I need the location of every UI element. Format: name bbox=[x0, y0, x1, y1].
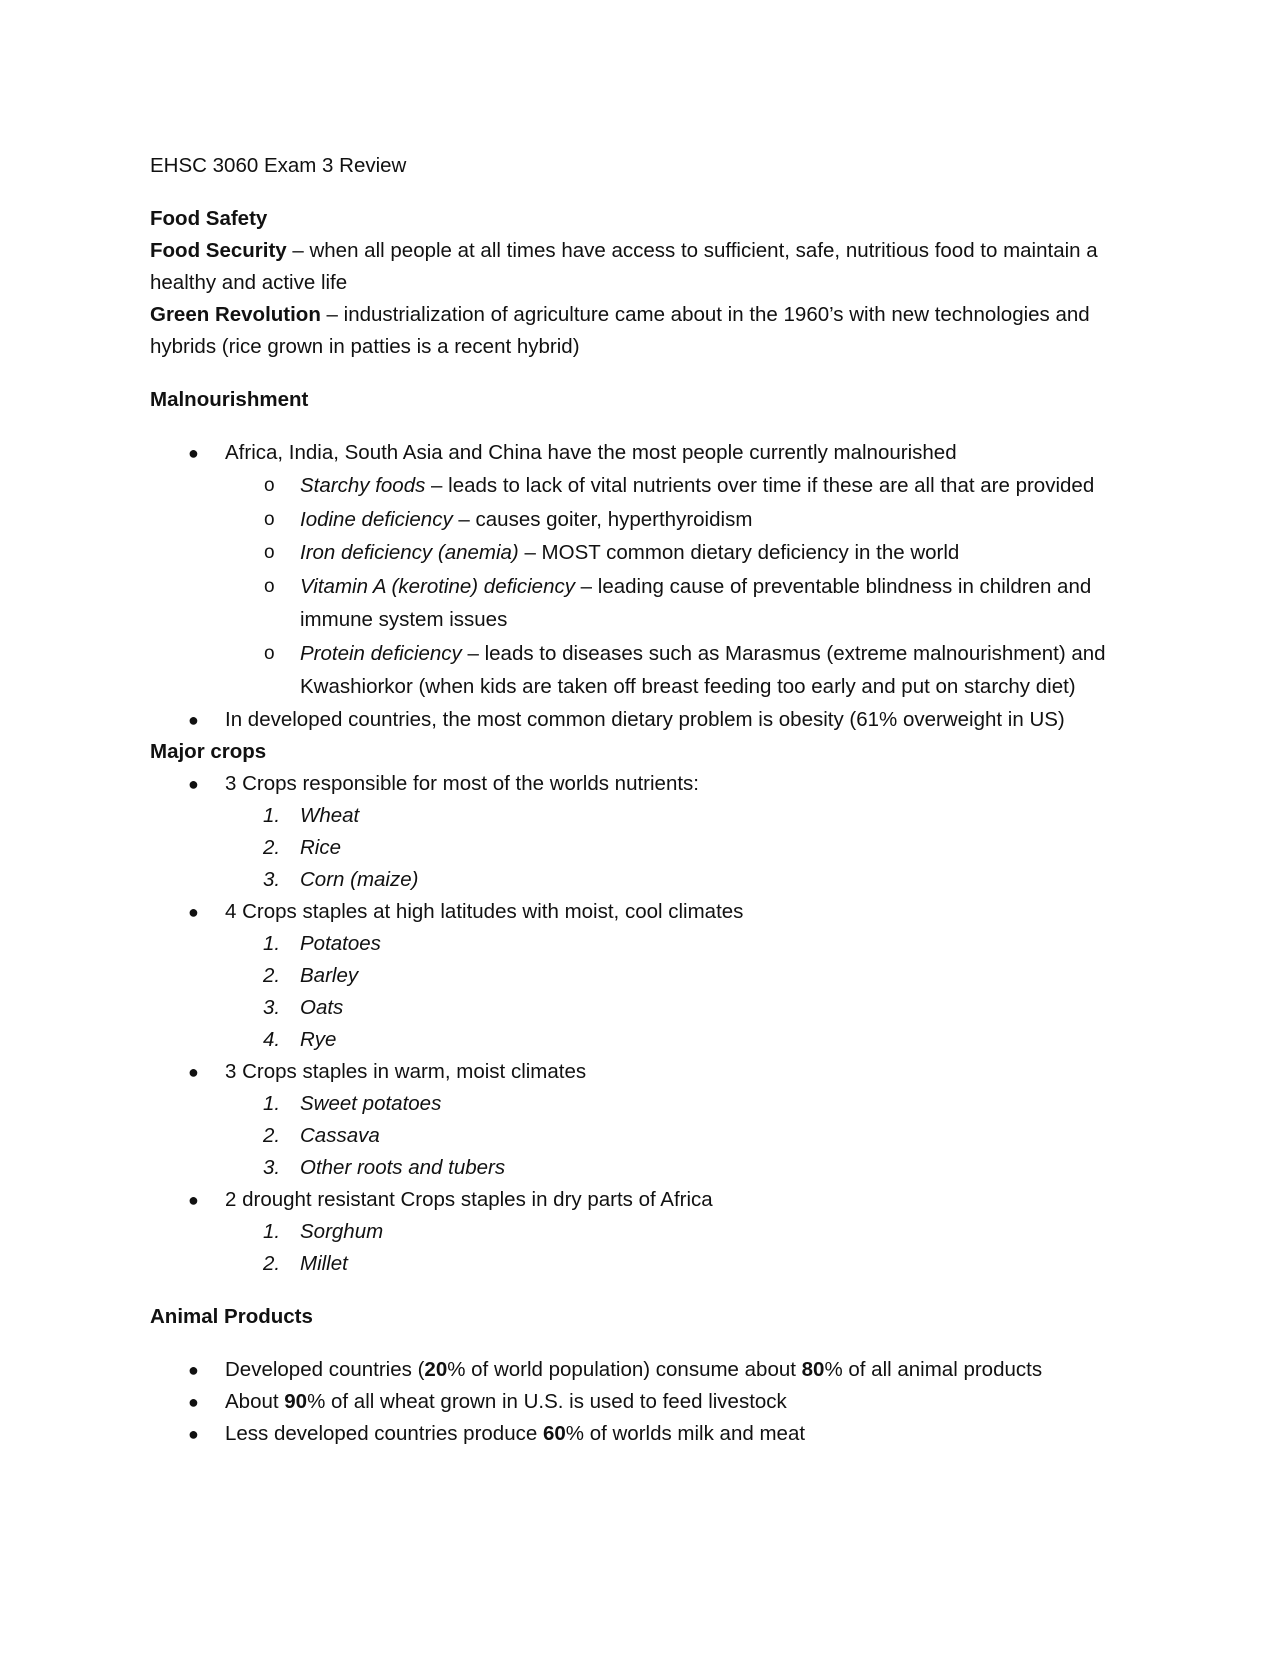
food-security-definition: – when all people at all times have access to sufficient, safe, nutritious food to maintain a healthy and active life bbox=[150, 239, 1098, 294]
heading-malnourishment: Malnourishment bbox=[150, 388, 309, 411]
numbered-item: 2. Cassava bbox=[263, 1123, 380, 1147]
list-item: ● Less developed countries produce 60% of worlds milk and meat bbox=[150, 1418, 1130, 1450]
bullet-icon: ● bbox=[188, 443, 199, 463]
sub-list-item: o Protein deficiency – leads to diseases such as Marasmus (extreme malnourishment) and Kwashiorkor (when kids are taken off breast feeding too early and put on starchy diet) bbox=[150, 637, 1130, 704]
numbered-item: 3. Oats bbox=[263, 995, 344, 1019]
sub-list-item: o Iron deficiency (anemia) – MOST common dietary deficiency in the world bbox=[150, 536, 1130, 570]
hollow-bullet-icon: o bbox=[264, 575, 275, 597]
bullet-icon: ● bbox=[188, 901, 199, 922]
bullet-icon: ● bbox=[188, 709, 199, 730]
numbered-item: 2. Millet bbox=[263, 1251, 348, 1275]
major-crops-list bbox=[150, 768, 1130, 1280]
green-revolution-term: Green Revolution bbox=[150, 303, 321, 326]
list-item: ● 3 Crops staples in warm, moist climates bbox=[150, 1056, 1130, 1088]
numbered-item: 1. Sweet potatoes bbox=[263, 1091, 442, 1115]
list-item: ● Developed countries (20% of world population) consume about 80% of all animal products bbox=[150, 1354, 1130, 1386]
heading-major-crops: Major crops bbox=[150, 739, 267, 763]
numbered-item: 2. Rice bbox=[263, 835, 342, 859]
hollow-bullet-icon: o bbox=[264, 475, 275, 496]
list-item: ● About 90% of all wheat grown in U.S. is used to feed livestock bbox=[150, 1386, 1130, 1418]
heading-food-safety: Food Safety bbox=[150, 207, 268, 230]
numbered-item: 1. Potatoes bbox=[263, 931, 381, 955]
bullet-icon: ● bbox=[188, 1061, 199, 1082]
list-item: ● Africa, India, South Asia and China have the most people currently malnourished bbox=[150, 437, 1130, 469]
malnourishment-list bbox=[150, 437, 1130, 736]
bullet-icon: ● bbox=[188, 1423, 199, 1444]
numbered-item: 4. Rye bbox=[263, 1027, 337, 1051]
hollow-bullet-icon: o bbox=[264, 642, 275, 664]
sub-list-item: o Vitamin A (kerotine) deficiency – leading cause of preventable blindness in children and immune system issues bbox=[150, 570, 1130, 637]
bullet-icon: ● bbox=[188, 1359, 199, 1380]
sub-list-item: o Starchy foods – leads to lack of vital nutrients over time if these are all that are provided bbox=[150, 469, 1130, 503]
food-security-paragraph bbox=[150, 235, 1130, 299]
list-item: ● In developed countries, the most common dietary problem is obesity (61% overweight in US) bbox=[150, 704, 1130, 736]
list-item: ● 4 Crops staples at high latitudes with moist, cool climates bbox=[150, 896, 1130, 928]
animal-products-list bbox=[150, 1354, 1130, 1450]
heading-animal-products: Animal Products bbox=[150, 1304, 313, 1328]
numbered-item: 2. Barley bbox=[263, 963, 359, 987]
list-item: ● 3 Crops responsible for most of the worlds nutrients: bbox=[150, 768, 1130, 800]
list-item: ● 2 drought resistant Crops staples in dry parts of Africa bbox=[150, 1184, 1130, 1216]
sub-list-item: o Iodine deficiency – causes goiter, hyperthyroidism bbox=[150, 503, 1130, 537]
green-revolution-definition: – industrialization of agriculture came about in the 1960’s with new technologies and hybrids (rice grown in patties is a recent hybrid) bbox=[150, 303, 1090, 358]
document-page bbox=[150, 150, 1130, 1450]
hollow-bullet-icon: o bbox=[264, 508, 275, 530]
bullet-icon: ● bbox=[188, 1391, 199, 1412]
numbered-item: 1. Sorghum bbox=[263, 1219, 384, 1243]
numbered-item: 1. Wheat bbox=[263, 803, 360, 827]
bullet-icon: ● bbox=[188, 1189, 199, 1210]
document-title: EHSC 3060 Exam 3 Review bbox=[150, 154, 407, 177]
bullet-icon: ● bbox=[188, 773, 199, 794]
food-security-term: Food Security bbox=[150, 239, 287, 262]
numbered-item: 3. Corn (maize) bbox=[263, 867, 419, 891]
green-revolution-paragraph bbox=[150, 299, 1130, 363]
numbered-item: 3. Other roots and tubers bbox=[263, 1155, 506, 1179]
hollow-bullet-icon: o bbox=[264, 542, 275, 563]
